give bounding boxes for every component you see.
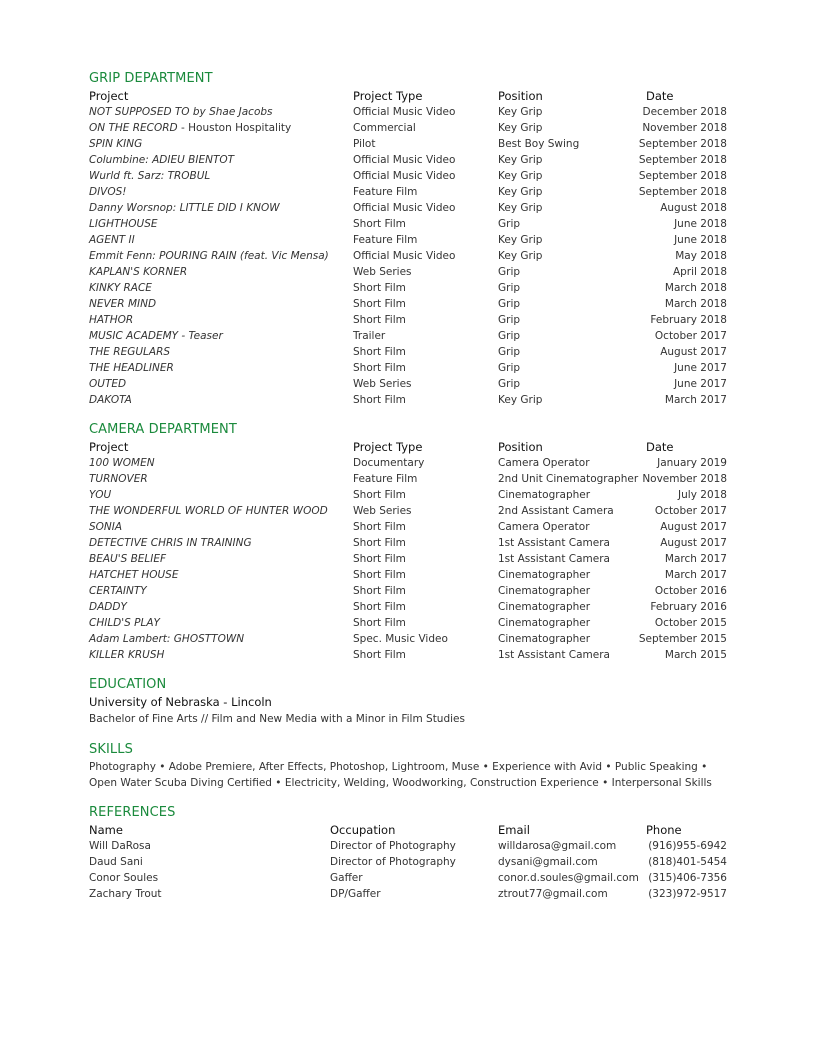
reference-phone: (315)406-7356 <box>648 872 727 884</box>
project-cell <box>89 551 166 567</box>
table-row <box>89 599 729 615</box>
date-cell: April 2018 <box>672 266 727 278</box>
project-title: HATCHET HOUSE <box>89 569 179 581</box>
date-cell: August 2017 <box>660 521 727 533</box>
project-type-cell: Short Film <box>353 569 406 581</box>
references-section <box>89 804 729 902</box>
table-row <box>89 104 729 120</box>
section-title-skills: SKILLS <box>89 742 133 757</box>
date-cell: February 2018 <box>650 314 727 326</box>
project-title: DADDY <box>89 601 127 613</box>
project-type-cell: Short Film <box>353 218 406 230</box>
table-row <box>89 136 729 152</box>
project-type-cell: Short Film <box>353 649 406 661</box>
table-row <box>89 360 729 376</box>
date-cell: September 2018 <box>638 170 727 182</box>
position-cell: Key Grip <box>498 394 543 406</box>
reference-name: Daud Sani <box>89 856 143 868</box>
project-cell <box>89 280 152 296</box>
project-title: Emmit Fenn: POURING RAIN (feat. Vic Mensa) <box>89 250 329 262</box>
project-type-cell: Short Film <box>353 601 406 613</box>
project-cell <box>89 248 329 264</box>
position-cell: Key Grip <box>498 234 543 246</box>
header-email: Email <box>498 823 530 837</box>
position-cell: Cinematographer <box>498 633 591 645</box>
position-cell: Grip <box>498 378 521 390</box>
date-cell: August 2017 <box>660 537 727 549</box>
table-row <box>89 503 729 519</box>
table-row <box>89 838 729 854</box>
grip-rows <box>89 104 729 408</box>
date-cell: March 2015 <box>664 649 727 661</box>
project-cell <box>89 567 179 583</box>
reference-occupation: DP/Gaffer <box>330 888 381 900</box>
project-type-cell: Short Film <box>353 314 406 326</box>
position-cell: Grip <box>498 330 521 342</box>
position-cell: Grip <box>498 362 521 374</box>
position-cell: Cinematographer <box>498 569 591 581</box>
table-row <box>89 328 729 344</box>
date-cell: September 2018 <box>638 138 727 150</box>
date-cell: July 2018 <box>678 489 727 501</box>
project-cell <box>89 264 187 280</box>
header-phone: Phone <box>646 823 682 837</box>
header-project: Project <box>89 440 129 454</box>
project-type-cell: Official Music Video <box>353 202 456 214</box>
resume-page <box>89 70 729 915</box>
project-title: ON THE RECORD <box>89 122 178 134</box>
table-row <box>89 168 729 184</box>
references-header-row <box>89 822 729 838</box>
education-degree: Bachelor of Fine Arts // Film and New Media with a Minor in Film Studies <box>89 713 465 725</box>
date-cell: October 2017 <box>654 505 727 517</box>
project-type-cell: Short Film <box>353 346 406 358</box>
position-cell: Key Grip <box>498 250 543 262</box>
project-cell <box>89 455 155 471</box>
reference-occupation: Director of Photography <box>330 840 456 852</box>
section-title-education: EDUCATION <box>89 677 167 692</box>
project-type-cell: Pilot <box>353 138 376 150</box>
position-cell: Key Grip <box>498 202 543 214</box>
reference-phone: (916)955-6942 <box>648 840 727 852</box>
reference-email: conor.d.soules@gmail.com <box>498 872 639 884</box>
table-row <box>89 471 729 487</box>
project-type-cell: Feature Film <box>353 186 418 198</box>
project-type-cell: Official Music Video <box>353 106 456 118</box>
project-title: KILLER KRUSH <box>89 649 165 661</box>
project-title: CHILD'S PLAY <box>89 617 160 629</box>
project-title: THE HEADLINER <box>89 362 174 374</box>
project-title: KINKY RACE <box>89 282 152 294</box>
project-cell <box>89 104 273 120</box>
table-row <box>89 647 729 663</box>
reference-email: ztrout77@gmail.com <box>498 888 608 900</box>
camera-header-row <box>89 439 729 455</box>
table-row <box>89 392 729 408</box>
project-title: LIGHTHOUSE <box>89 218 158 230</box>
project-type-cell: Commercial <box>353 122 416 134</box>
table-row <box>89 886 729 902</box>
project-type-cell: Short Film <box>353 537 406 549</box>
project-cell <box>89 392 132 408</box>
project-cell <box>89 296 156 312</box>
position-cell: Cinematographer <box>498 585 591 597</box>
project-title: Danny Worsnop: LITTLE DID I KNOW <box>89 202 280 214</box>
camera-section <box>89 421 729 663</box>
header-project: Project <box>89 89 129 103</box>
reference-occupation: Director of Photography <box>330 856 456 868</box>
header-date: Date <box>646 440 674 454</box>
date-cell: May 2018 <box>675 250 727 262</box>
project-cell <box>89 503 328 519</box>
project-type-cell: Short Film <box>353 298 406 310</box>
project-type-cell: Spec. Music Video <box>353 633 448 645</box>
date-cell: September 2018 <box>638 186 727 198</box>
project-type-cell: Short Film <box>353 521 406 533</box>
project-type-cell: Web Series <box>353 378 412 390</box>
date-cell: March 2017 <box>664 394 727 406</box>
date-cell: June 2017 <box>674 378 727 390</box>
date-cell: March 2018 <box>664 282 727 294</box>
project-title: Adam Lambert: GHOSTTOWN <box>89 633 245 645</box>
table-row <box>89 551 729 567</box>
project-type-cell: Short Film <box>353 617 406 629</box>
project-title: SONIA <box>89 521 123 533</box>
project-cell <box>89 487 111 503</box>
table-row <box>89 152 729 168</box>
skills-section <box>89 741 729 791</box>
project-subtitle: - Houston Hospitality <box>177 122 292 134</box>
project-cell <box>89 647 164 663</box>
position-cell: 2nd Assistant Camera <box>498 505 614 517</box>
position-cell: Camera Operator <box>498 521 590 533</box>
header-name: Name <box>89 823 123 837</box>
project-cell <box>89 360 174 376</box>
project-title: THE REGULARS <box>89 346 171 358</box>
table-row <box>89 280 729 296</box>
table-row <box>89 184 729 200</box>
project-title: MUSIC ACADEMY - Teaser <box>89 330 223 342</box>
project-title: NEVER MIND <box>89 298 157 310</box>
table-row <box>89 854 729 870</box>
project-title: OUTED <box>89 378 127 390</box>
camera-rows <box>89 455 729 663</box>
header-occupation: Occupation <box>330 823 396 837</box>
date-cell: November 2018 <box>642 473 727 485</box>
position-cell: 1st Assistant Camera <box>498 537 610 549</box>
date-cell: December 2018 <box>642 106 727 118</box>
project-type-cell: Web Series <box>353 505 412 517</box>
date-cell: August 2018 <box>660 202 727 214</box>
project-title: HATHOR <box>89 314 134 326</box>
reference-email: willdarosa@gmail.com <box>498 840 617 852</box>
date-cell: January 2019 <box>657 457 727 469</box>
project-type-cell: Official Music Video <box>353 154 456 166</box>
table-row <box>89 870 729 886</box>
date-cell: November 2018 <box>642 122 727 134</box>
position-cell: Grip <box>498 218 521 230</box>
project-title: DETECTIVE CHRIS IN TRAINING <box>89 537 252 549</box>
table-row <box>89 615 729 631</box>
project-type-cell: Official Music Video <box>353 170 456 182</box>
date-cell: August 2017 <box>660 346 727 358</box>
project-cell <box>89 599 127 615</box>
table-row <box>89 631 729 647</box>
project-cell <box>89 312 133 328</box>
project-title: Columbine: ADIEU BIENTOT <box>89 154 235 166</box>
section-title-references: REFERENCES <box>89 805 176 820</box>
project-type-cell: Feature Film <box>353 234 418 246</box>
position-cell: Grip <box>498 314 521 326</box>
date-cell: September 2018 <box>638 154 727 166</box>
table-row <box>89 312 729 328</box>
position-cell: Grip <box>498 266 521 278</box>
project-cell <box>89 216 158 232</box>
project-cell <box>89 152 234 168</box>
project-type-cell: Short Film <box>353 282 406 294</box>
project-type-cell: Short Film <box>353 394 406 406</box>
project-cell <box>89 376 126 392</box>
position-cell: Grip <box>498 298 521 310</box>
header-position: Position <box>498 89 543 103</box>
education-school: University of Nebraska - Lincoln <box>89 695 272 709</box>
grip-header-row <box>89 88 729 104</box>
reference-email: dysani@gmail.com <box>498 856 598 868</box>
project-title: SPIN KING <box>89 138 143 150</box>
project-type-cell: Short Film <box>353 553 406 565</box>
project-type-cell: Web Series <box>353 266 412 278</box>
education-section <box>89 676 729 728</box>
project-title: TURNOVER <box>89 473 148 485</box>
project-title: THE WONDERFUL WORLD OF HUNTER WOOD <box>89 505 328 517</box>
table-row <box>89 200 729 216</box>
position-cell: Grip <box>498 282 521 294</box>
project-cell <box>89 200 280 216</box>
table-row <box>89 264 729 280</box>
table-row <box>89 583 729 599</box>
project-type-cell: Official Music Video <box>353 250 456 262</box>
section-title-grip: GRIP DEPARTMENT <box>89 71 213 86</box>
reference-phone: (323)972-9517 <box>648 888 727 900</box>
date-cell: October 2015 <box>654 617 727 629</box>
project-title: AGENT II <box>89 234 135 246</box>
header-project-type: Project Type <box>353 440 423 454</box>
project-cell <box>89 615 160 631</box>
project-title: Wurld ft. Sarz: TROBUL <box>89 170 211 182</box>
skills-line-1: Photography • Adobe Premiere, After Effects, Photoshop, Lightroom, Muse • Experience with Avid • Public Speaking • <box>89 761 708 773</box>
table-row <box>89 455 729 471</box>
section-title-camera: CAMERA DEPARTMENT <box>89 422 237 437</box>
project-cell <box>89 535 252 551</box>
project-cell <box>89 328 223 344</box>
project-cell <box>89 471 148 487</box>
reference-occupation: Gaffer <box>330 872 363 884</box>
project-cell <box>89 519 122 535</box>
project-type-cell: Short Film <box>353 585 406 597</box>
position-cell: Grip <box>498 346 521 358</box>
date-cell: June 2018 <box>674 234 727 246</box>
project-cell <box>89 583 147 599</box>
table-row <box>89 248 729 264</box>
date-cell: June 2017 <box>674 362 727 374</box>
date-cell: March 2018 <box>664 298 727 310</box>
position-cell: Key Grip <box>498 154 543 166</box>
project-title: 100 WOMEN <box>89 457 155 469</box>
date-cell: October 2016 <box>654 585 727 597</box>
table-row <box>89 567 729 583</box>
project-title: KAPLAN'S KORNER <box>89 266 188 278</box>
project-title: YOU <box>89 489 112 501</box>
position-cell: Key Grip <box>498 170 543 182</box>
date-cell: September 2015 <box>638 633 727 645</box>
project-type-cell: Feature Film <box>353 473 418 485</box>
table-row <box>89 487 729 503</box>
table-row <box>89 519 729 535</box>
project-title: DIVOS! <box>89 186 127 198</box>
project-title: CERTAINTY <box>89 585 147 597</box>
project-type-cell: Short Film <box>353 489 406 501</box>
project-cell <box>89 344 170 360</box>
position-cell: Key Grip <box>498 186 543 198</box>
grip-section <box>89 70 729 408</box>
table-row <box>89 216 729 232</box>
position-cell: Camera Operator <box>498 457 590 469</box>
table-row <box>89 296 729 312</box>
date-cell: March 2017 <box>664 569 727 581</box>
project-title: NOT SUPPOSED TO by Shae Jacobs <box>89 106 273 118</box>
header-project-type: Project Type <box>353 89 423 103</box>
reference-name: Conor Soules <box>89 872 159 884</box>
position-cell: Cinematographer <box>498 601 591 613</box>
project-cell <box>89 120 291 136</box>
position-cell: Cinematographer <box>498 617 591 629</box>
position-cell: Key Grip <box>498 106 543 118</box>
reference-name: Zachary Trout <box>89 888 162 900</box>
project-title: BEAU'S BELIEF <box>89 553 167 565</box>
project-cell <box>89 136 142 152</box>
project-type-cell: Short Film <box>353 362 406 374</box>
position-cell: 2nd Unit Cinematographer <box>498 473 639 485</box>
date-cell: June 2018 <box>674 218 727 230</box>
header-position: Position <box>498 440 543 454</box>
header-date: Date <box>646 89 674 103</box>
position-cell: Key Grip <box>498 122 543 134</box>
table-row <box>89 344 729 360</box>
project-cell <box>89 168 210 184</box>
project-title: DAKOTA <box>89 394 132 406</box>
position-cell: 1st Assistant Camera <box>498 553 610 565</box>
table-row <box>89 232 729 248</box>
project-cell <box>89 631 244 647</box>
references-rows <box>89 838 729 902</box>
skills-line-2: Open Water Scuba Diving Certified • Electricity, Welding, Woodworking, Construction Experience • Interpersonal Skills <box>89 777 712 789</box>
project-type-cell: Documentary <box>353 457 425 469</box>
project-type-cell: Trailer <box>353 330 386 342</box>
project-cell <box>89 232 135 248</box>
table-row <box>89 376 729 392</box>
project-cell <box>89 184 127 200</box>
position-cell: Cinematographer <box>498 489 591 501</box>
date-cell: February 2016 <box>650 601 727 613</box>
date-cell: October 2017 <box>654 330 727 342</box>
reference-phone: (818)401-5454 <box>648 856 727 868</box>
date-cell: March 2017 <box>664 553 727 565</box>
position-cell: Best Boy Swing <box>498 138 580 150</box>
reference-name: Will DaRosa <box>89 840 151 852</box>
position-cell: 1st Assistant Camera <box>498 649 610 661</box>
table-row <box>89 120 729 136</box>
table-row <box>89 535 729 551</box>
